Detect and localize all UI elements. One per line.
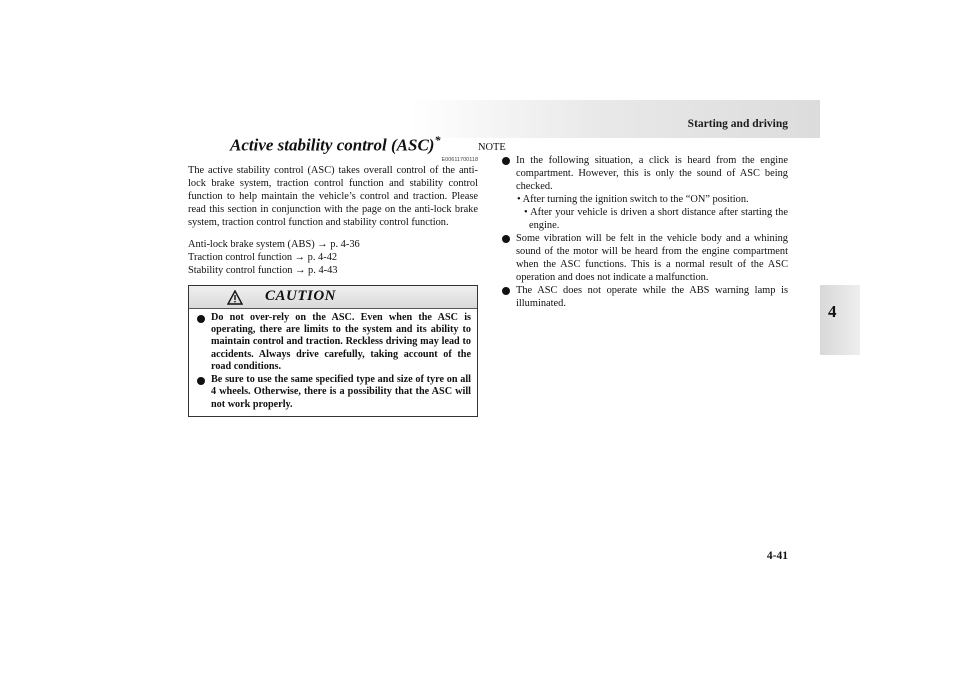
page-number: 4-41 — [766, 550, 788, 562]
note-label: NOTE — [478, 142, 506, 153]
note-item — [512, 284, 788, 310]
cross-reference-stability[interactable]: Stability control function → p. 4-43 — [188, 264, 338, 276]
bullet-icon — [502, 157, 510, 165]
section-title — [230, 130, 478, 156]
bullet-icon — [502, 287, 510, 295]
bullet-icon — [197, 377, 205, 385]
cross-reference-abs[interactable]: Anti-lock brake system (ABS) → p. 4-36 — [188, 238, 360, 250]
caution-item-text: Do not over-rely on the ASC. Even when the ASC is operating, there are limits to the system and its ability to maintain control and traction. Reckless driving may lead to accidents. Always drive carefully, taking account of the road conditions. — [211, 311, 471, 373]
note-item — [512, 154, 788, 232]
intro-paragraph: The active stability control (ASC) takes overall control of the anti-lock brake system, traction control function and stability control function to help maintain the vehicle’s control and traction. Please read this section in conjunction with the page on the anti-lock brake system, traction control function and stability control function. — [188, 164, 478, 229]
chapter-tab-number: 4 — [828, 302, 837, 321]
chapter-tab — [820, 285, 860, 355]
note-sub-item: • After your vehicle is driven a short distance after starting the engine. — [524, 207, 788, 231]
caution-item — [195, 312, 471, 374]
note-item-text: The ASC does not operate while the ABS warning lamp is illuminated. — [516, 285, 788, 309]
caution-item-text: Be sure to use the same specified type and size of tyre on all 4 wheels. Otherwise, there is a possibility that the ASC will not work properly. — [211, 373, 471, 410]
caution-item — [195, 374, 471, 411]
note-item-text: In the following situation, a click is heard from the engine compartment. However, this is only the sound of ASC being checked. — [516, 155, 788, 192]
caution-box — [188, 285, 478, 417]
bullet-icon — [197, 315, 205, 323]
left-column — [188, 130, 478, 417]
caution-label: CAUTION — [265, 287, 337, 304]
cross-reference-traction[interactable]: Traction control function → p. 4-42 — [188, 251, 338, 263]
caution-body — [189, 309, 477, 416]
section-title-text: Active stability control (ASC) — [230, 135, 435, 155]
reference-code: E00611700118 — [441, 156, 478, 163]
header-title: Starting and driving — [687, 118, 788, 130]
caution-header — [189, 286, 477, 309]
note-sub-item: • After turning the ignition switch to the “ON” position. — [517, 194, 749, 205]
note-item-text: Some vibration will be felt in the vehicle body and a whining sound of the motor will be heard from the engine compartment when the ASC functions. This is a normal result of the ASC operation and does not indicate a malfunction. — [516, 233, 788, 283]
optional-equipment-mark: * — [434, 133, 441, 147]
warning-triangle-icon — [227, 290, 243, 305]
note-item — [512, 232, 788, 284]
cross-reference-list — [188, 238, 478, 277]
right-column — [478, 142, 788, 310]
bullet-icon — [502, 235, 510, 243]
